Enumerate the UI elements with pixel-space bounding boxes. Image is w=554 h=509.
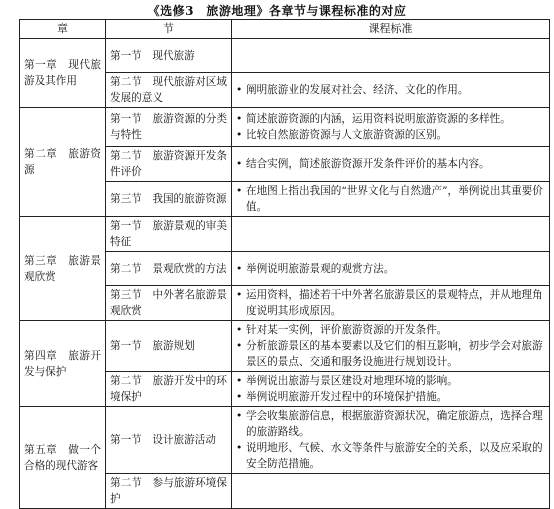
table-title: 《选修3 旅游地理》各章节与课程标准的对应 xyxy=(147,4,407,18)
standard-item: • 比较自然旅游资源与人文旅游资源的区别。 xyxy=(236,127,545,143)
standard-cell xyxy=(232,252,550,286)
table-row xyxy=(20,39,550,73)
section-cell: 第三节 我国的旅游资源 xyxy=(106,182,232,217)
standard-item: • 举例说明旅游景观的观赏方法。 xyxy=(236,261,545,277)
chapter-cell: 第一章 现代旅游及其作用 xyxy=(20,39,106,108)
standard-cell xyxy=(232,474,550,509)
standard-cell xyxy=(232,407,550,474)
section-cell: 第二节 旅游资源开发条件评价 xyxy=(106,147,232,182)
standard-item: • 在地图上指出我国的“世界文化与自然遗产”，举例说出其重要价值。 xyxy=(236,183,545,215)
section-cell: 第二节 旅游开发中的环境保护 xyxy=(106,372,232,407)
standard-cell xyxy=(232,321,550,372)
standard-item: • 针对某一实例，评价旅游资源的开发条件。 xyxy=(236,322,545,338)
chapter-cell: 第五章 做一个合格的现代游客 xyxy=(20,407,106,509)
chapter-cell: 第三章 旅游景观欣赏 xyxy=(20,217,106,321)
header-section: 节 xyxy=(106,20,232,39)
table-row xyxy=(20,108,550,147)
section-cell: 第二节 现代旅游对区域发展的意义 xyxy=(106,73,232,108)
table-row xyxy=(20,407,550,474)
table-row xyxy=(20,217,550,252)
standard-item: • 举例说出旅游与景区建设对地理环境的影响。 xyxy=(236,373,545,389)
chapter-cell: 第四章 旅游开发与保护 xyxy=(20,321,106,407)
standard-cell xyxy=(232,73,550,108)
section-cell: 第一节 旅游景观的审美特征 xyxy=(106,217,232,252)
standard-item: • 举例说明旅游开发过程中的环境保护措施。 xyxy=(236,389,545,405)
standard-cell xyxy=(232,372,550,407)
standard-cell xyxy=(232,182,550,217)
section-cell: 第二节 参与旅游环境保护 xyxy=(106,474,232,509)
section-cell: 第三节 中外著名旅游景观欣赏 xyxy=(106,286,232,321)
table-header-row xyxy=(20,20,550,39)
standard-item: • 阐明旅游业的发展对社会、经济、文化的作用。 xyxy=(236,82,545,98)
standard-item: • 结合实例，简述旅游资源开发条件评价的基本内容。 xyxy=(236,156,545,172)
section-cell: 第一节 旅游规划 xyxy=(106,321,232,372)
standard-cell xyxy=(232,217,550,252)
chapter-cell: 第二章 旅游资源 xyxy=(20,108,106,217)
header-standard: 课程标准 xyxy=(232,20,550,39)
header-chapter: 章 xyxy=(20,20,106,39)
standard-item: • 学会收集旅游信息，根据旅游资源状况，确定旅游点，选择合理的旅游路线。 xyxy=(236,408,545,440)
standard-item: • 说明地形、气候、水文等条件与旅游安全的关系，以及应采取的安全防范措施。 xyxy=(236,440,545,472)
section-cell: 第二节 景观欣赏的方法 xyxy=(106,252,232,286)
standard-item: • 运用资料，描述若干中外著名旅游景区的景观特点，并从地理角度说明其形成原因。 xyxy=(236,287,545,319)
section-cell: 第一节 设计旅游活动 xyxy=(106,407,232,474)
standard-cell xyxy=(232,286,550,321)
standard-cell xyxy=(232,39,550,73)
curriculum-table xyxy=(19,19,550,509)
section-cell: 第一节 旅游资源的分类与特性 xyxy=(106,108,232,147)
standard-item: • 简述旅游资源的内涵，运用资料说明旅游资源的多样性。 xyxy=(236,111,545,127)
table-row xyxy=(20,321,550,372)
standard-item: • 分析旅游景区的基本要素以及它们的相互影响，初步学会对旅游景区的景点、交通和服务设施进行规划设计。 xyxy=(236,338,545,370)
standard-cell xyxy=(232,147,550,182)
standard-cell xyxy=(232,108,550,147)
section-cell: 第一节 现代旅游 xyxy=(106,39,232,73)
